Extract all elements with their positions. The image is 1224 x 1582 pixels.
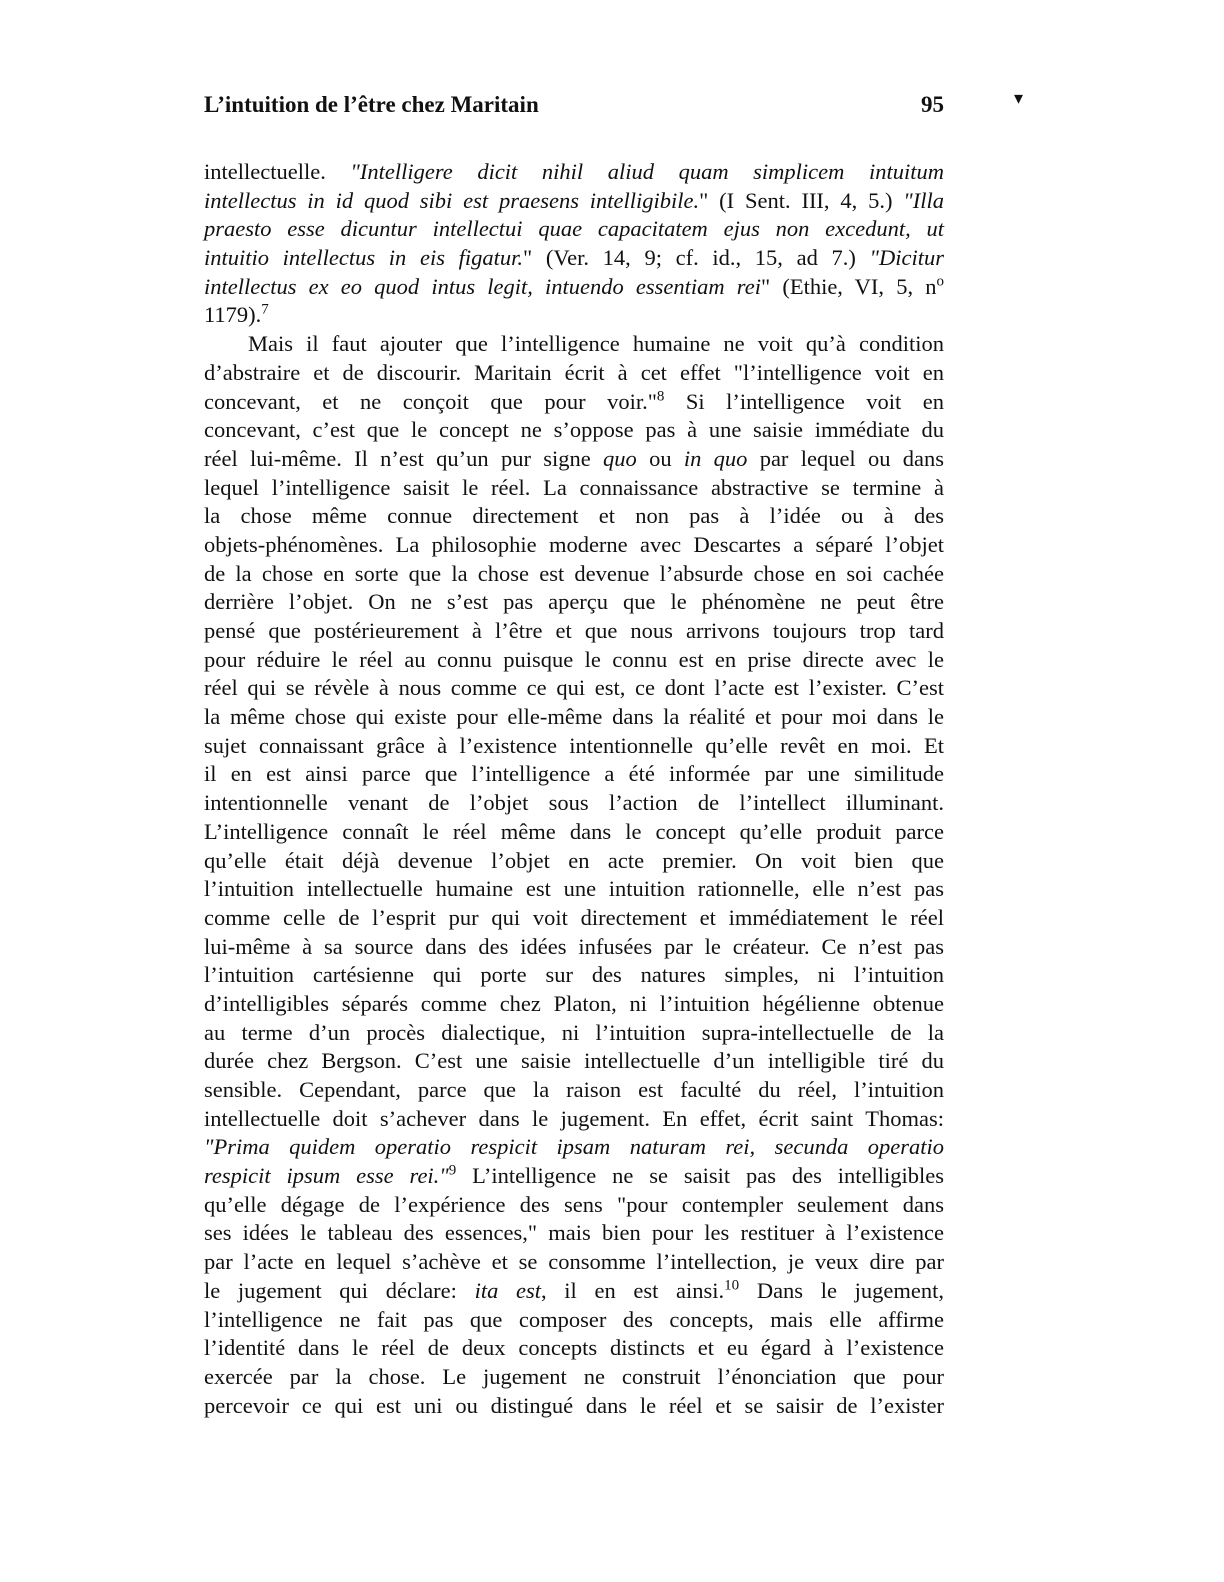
text-run: par lequel ou dans [747, 445, 944, 471]
text-line [204, 933, 944, 962]
text-line [204, 301, 944, 330]
text-line [204, 1047, 944, 1076]
text-run: objets-phénomènes. La philosophie moderne avec Descartes a séparé l’objet [204, 531, 944, 557]
text-run: intellectuelle. [204, 159, 351, 184]
text-run: , il en est ainsi. [541, 1277, 725, 1303]
text-line [204, 1191, 944, 1220]
text-run: par l’acte en lequel s’achève et se consomme l’intellection, je veux dire par [204, 1249, 944, 1275]
text-line [204, 1162, 944, 1191]
text-line [204, 502, 944, 531]
body-text [204, 158, 944, 1420]
italic-run: intellectus in id quod sibi est praesens intelligibile. [204, 187, 700, 213]
italic-run: in quo [683, 445, 748, 471]
italic-run: intuitio intellectus in eis figatur. [204, 245, 524, 271]
text-line [204, 1334, 944, 1363]
text-run: comme celle de l’esprit pur qui voit directement et immédiatement le réel [204, 904, 944, 930]
text-run: Mais il faut ajouter que l’intelligence humaine ne voit qu’à condition [248, 331, 944, 357]
text-run: la même chose qui existe pour elle-même dans la réalité et pour moi dans le [204, 704, 944, 730]
text-line [204, 674, 944, 703]
text-run: Dans le jugement, [739, 1277, 944, 1303]
text-line [204, 617, 944, 646]
text-run: l’intuition cartésienne qui porte sur des natures simples, ni l’intuition [204, 962, 944, 988]
italic-run: ita est [474, 1277, 541, 1303]
text-line [204, 359, 944, 388]
text-line [204, 760, 944, 789]
text-run: au terme d’un procès dialectique, ni l’intuition supra-intellectuelle de la [204, 1019, 944, 1045]
text-run: concevant, et ne conçoit que pour voir." [204, 388, 657, 414]
text-run: Si l’intelligence voit en [664, 388, 944, 414]
text-line [204, 1105, 944, 1134]
italic-run: praesto esse dicuntur intellectui quae capacitatem ejus non excedunt, ut [204, 216, 944, 242]
text-run: L’intelligence ne se saisit pas des intelligibles [456, 1163, 944, 1189]
text-run: durée chez Bergson. C’est une saisie intellectuelle d’un intelligible tiré du [204, 1048, 944, 1074]
text-run: ses idées le tableau des essences," mais bien pour les restituer à l’existence [204, 1220, 944, 1246]
text-run: lequel l’intelligence saisit le réel. La connaissance abstractive se termine à [204, 474, 944, 500]
text-run: d’abstraire et de discourir. Maritain écrit à cet effet "l’intelligence voit en [204, 359, 944, 385]
text-line [204, 474, 944, 503]
italic-run: respicit ipsum esse rei." [204, 1163, 449, 1189]
text-line [204, 789, 944, 818]
italic-run: "Illa [903, 187, 944, 213]
text-line [204, 1392, 944, 1421]
text-line [204, 1076, 944, 1105]
text-line [204, 215, 944, 244]
text-run: L’intelligence connaît le réel même dans le concept qu’elle produit parce [204, 818, 944, 844]
text-line [204, 330, 944, 359]
text-line [204, 531, 944, 560]
footnote-marker: o [936, 273, 944, 290]
text-run: sensible. Cependant, parce que la raison est faculté du réel, l’intuition [204, 1077, 944, 1102]
text-run: exercée par la chose. Le jugement ne construit l’énonciation que pour [204, 1363, 944, 1389]
text-line [204, 990, 944, 1019]
text-line [204, 904, 944, 933]
running-header [204, 92, 944, 122]
text-line [204, 273, 944, 302]
text-run: sujet connaissant grâce à l’existence intentionnelle qu’elle revêt en moi. Et [204, 732, 944, 758]
text-run: intellectuelle doit s’achever dans le jugement. En effet, écrit saint Thomas: [204, 1105, 944, 1131]
text-line [204, 1306, 944, 1335]
text-line [204, 1248, 944, 1277]
text-line [204, 158, 944, 187]
text-line [204, 1277, 944, 1306]
text-line [204, 244, 944, 273]
footnote-marker: 9 [448, 1162, 457, 1179]
text-run: l’intuition intellectuelle humaine est une intuition rationnelle, elle n’est pas [204, 876, 944, 902]
text-run: réel qui se révèle à nous comme ce qui est, ce dont l’acte est l’exister. C’est [204, 675, 944, 701]
text-run: " (Ethie, VI, 5, n [760, 273, 937, 299]
italic-run: quo [603, 445, 637, 471]
text-line [204, 588, 944, 617]
text-run: d’intelligibles séparés comme chez Platon, ni l’intuition hégélienne obtenue [204, 990, 944, 1016]
text-run: de la chose en sorte que la chose est devenue l’absurde chose en soi cachée [204, 560, 944, 586]
footnote-marker: 10 [724, 1277, 740, 1294]
italic-run: "Intelligere dicit nihil aliud quam simplicem intuitum [350, 159, 944, 184]
text-line [204, 1019, 944, 1048]
text-line [204, 187, 944, 216]
text-line [204, 388, 944, 417]
text-run: le jugement qui déclare: [204, 1277, 475, 1303]
text-run: concevant, c’est que le concept ne s’oppose pas à une saisie immédiate du [204, 417, 944, 443]
text-line [204, 1363, 944, 1392]
text-run: qu’elle était déjà devenue l’objet en acte premier. On voit bien que [204, 847, 944, 873]
running-title: L’intuition de l’être chez Maritain [204, 92, 539, 117]
text-run: l’identité dans le réel de deux concepts distincts et eu égard à l’existence [204, 1335, 944, 1361]
footnote-marker: 7 [261, 301, 269, 318]
text-line [204, 875, 944, 904]
page-number: 95 [921, 92, 944, 117]
footnote-marker: 8 [656, 388, 665, 404]
text-line [204, 1219, 944, 1248]
text-run: pour réduire le réel au connu puisque le connu est en prise directe avec le [204, 646, 944, 672]
text-line [204, 1133, 944, 1162]
text-line [204, 646, 944, 675]
italic-run: intellectus ex eo quod intus legit, intuendo essentiam rei [204, 273, 761, 299]
text-run: l’intelligence ne fait pas que composer des concepts, mais elle affirme [204, 1306, 944, 1332]
italic-run: "Prima quidem operatio respicit ipsam naturam rei, secunda operatio [204, 1134, 944, 1160]
text-run: lui-même à sa source dans des idées infusées par le créateur. Ce n’est pas [204, 933, 944, 959]
text-line [204, 847, 944, 876]
text-run: intentionnelle venant de l’objet sous l’action de l’intellect illuminant. [204, 790, 944, 816]
text-line [204, 703, 944, 732]
italic-run: "Dicitur [869, 245, 944, 271]
text-run: percevoir ce qui est uni ou distingué dans le réel et se saisir de l’exister [204, 1392, 944, 1418]
text-line [204, 961, 944, 990]
text-run: " (Ver. 14, 9; cf. id., 15, ad 7.) [523, 245, 870, 271]
text-line [204, 732, 944, 761]
text-run: " (I Sent. III, 4, 5.) [699, 187, 904, 213]
margin-mark: ▾ [1014, 88, 1024, 108]
text-line [204, 445, 944, 474]
text-run: la chose même connue directement et non pas à l’idée ou à des [204, 503, 944, 529]
text-run: derrière l’objet. On ne s’est pas aperçu que le phénomène ne peut être [204, 589, 944, 615]
text-line [204, 560, 944, 589]
text-line [204, 416, 944, 445]
text-run: ou [636, 445, 684, 471]
text-run: qu’elle dégage de l’expérience des sens "pour contempler seulement dans [204, 1191, 944, 1217]
text-run: il en est ainsi parce que l’intelligence a été informée par une similitude [204, 761, 944, 787]
text-line [204, 818, 944, 847]
text-run: réel lui-même. Il n’est qu’un pur signe [204, 445, 604, 471]
text-run: pensé que postérieurement à l’être et que nous arrivons toujours trop tard [204, 618, 944, 643]
text-run: 1179). [204, 302, 262, 328]
